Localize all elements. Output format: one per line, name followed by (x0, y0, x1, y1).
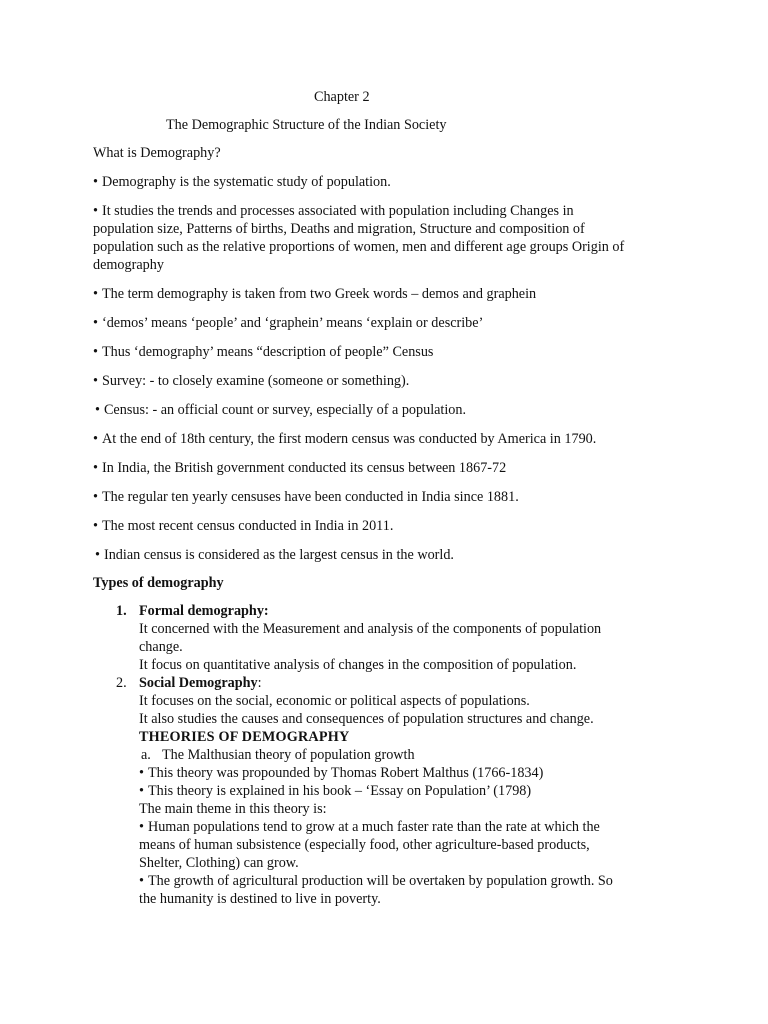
bullet-item: • The regular ten yearly censuses have been conducted in India since 1881. (93, 488, 519, 506)
bullet-item: • It studies the trends and processes associated with population including Changes in (93, 202, 574, 220)
bullet-item: • The most recent census conducted in India in 2011. (93, 517, 393, 535)
document-title: The Demographic Structure of the Indian Society (166, 117, 447, 133)
bullet-item: • In India, the British government conducted its census between 1867-72 (93, 459, 506, 477)
bullet-item: • ‘demos’ means ‘people’ and ‘graphein’ means ‘explain or describe’ (93, 314, 483, 332)
bullet-item: • The term demography is taken from two Greek words – demos and graphein (93, 285, 536, 303)
bullet-item: • Thus ‘demography’ means “description of people” Census (93, 343, 433, 361)
item-line: change. (139, 639, 183, 655)
bullet-item: • At the end of 18th century, the first modern census was conducted by America in 1790. (93, 430, 596, 448)
bullet-item: • This theory is explained in his book – ‘Essay on Population’ (1798) (139, 782, 531, 800)
bullet-continuation: the humanity is destined to live in poverty. (139, 891, 381, 907)
item-heading: Formal demography: (139, 603, 269, 619)
list-number: 2. (116, 675, 127, 691)
bullet-item: • Demography is the systematic study of population. (93, 173, 391, 191)
item-line: It focuses on the social, economic or political aspects of populations. (139, 693, 530, 709)
bullet-continuation: population such as the relative proportions of women, men and different age groups Origin of (93, 239, 625, 255)
bullet-item: • The growth of agricultural production will be overtaken by population growth. So (139, 872, 613, 890)
chapter-label: Chapter 2 (314, 89, 370, 105)
bullet-item: • Survey: - to closely examine (someone or something). (93, 372, 409, 390)
item-line: It also studies the causes and consequences of population structures and change. (139, 711, 594, 727)
item-line: It concerned with the Measurement and analysis of the components of population (139, 621, 602, 637)
bullet-continuation: means of human subsistence (especially food, other agriculture-based products, (139, 837, 590, 853)
item-line: It focus on quantitative analysis of changes in the composition of population. (139, 657, 577, 673)
bullet-continuation: population size, Patterns of births, Deaths and migration, Structure and composition of (93, 221, 585, 237)
bullet-item: • Human populations tend to grow at a much faster rate than the rate at which the (139, 818, 600, 836)
types-heading: Types of demography (93, 575, 224, 591)
theory-label: a. (141, 747, 151, 763)
bullet-continuation: Shelter, Clothing) can grow. (139, 855, 299, 871)
bullet-item: • This theory was propounded by Thomas Robert Malthus (1766-1834) (139, 764, 543, 782)
main-theme-label: The main theme in this theory is: (139, 801, 327, 817)
item-heading-suffix: : (257, 675, 262, 691)
theory-title: The Malthusian theory of population growth (162, 747, 415, 763)
item-heading-line (139, 674, 262, 692)
bullet-item: • Indian census is considered as the largest census in the world. (95, 546, 454, 564)
bullet-item: • Census: - an official count or survey, especially of a population. (95, 401, 466, 419)
section-question: What is Demography? (93, 145, 221, 161)
item-heading: Social Demography (139, 675, 258, 691)
list-number: 1. (116, 603, 127, 619)
theories-heading: THEORIES OF DEMOGRAPHY (139, 729, 350, 745)
bullet-continuation: demography (93, 257, 164, 273)
